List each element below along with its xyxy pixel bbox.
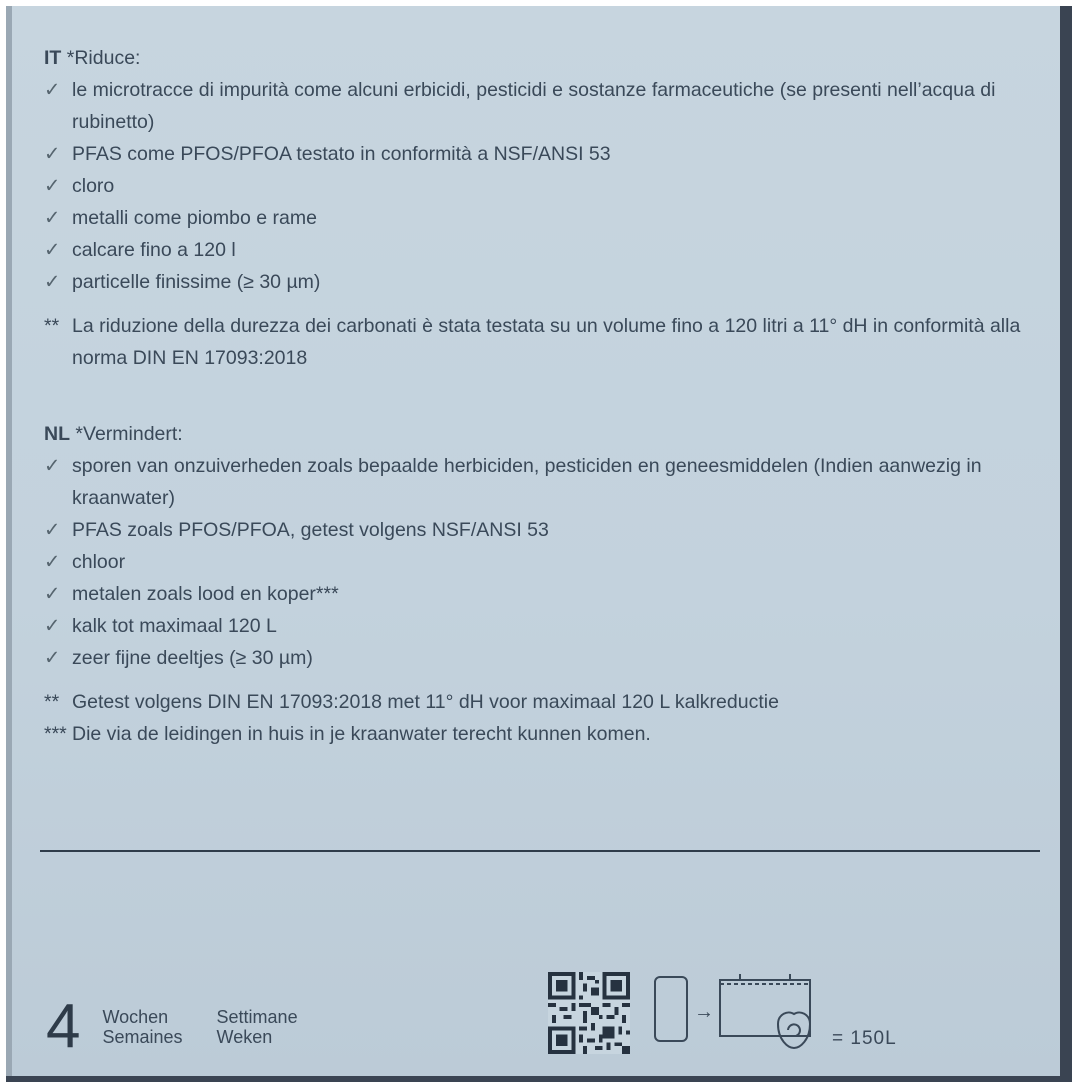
check-icon: ✓ [44, 175, 61, 197]
check-icon: ✓ [44, 143, 61, 165]
it-lang-code: IT [44, 47, 62, 69]
it-title: *Riduce: [66, 47, 141, 69]
check-icon: ✓ [44, 455, 61, 477]
check-icon: ✓ [44, 239, 61, 261]
check-icon: ✓ [44, 551, 61, 573]
check-icon: ✓ [44, 271, 61, 293]
it-item-3: ✓ metalli come piombo e rame [44, 202, 1044, 234]
duration-number: 4 [46, 992, 81, 1061]
nl-item-2: ✓ chloor [44, 546, 1044, 578]
check-icon: ✓ [44, 647, 61, 669]
it-footnote: ** La riduzione della durezza dei carbonati è stata testata su un volume fino a 120 litri a 11° dH in conformità alla norma DIN EN 17093:2018 [44, 315, 1021, 369]
check-icon: ✓ [44, 519, 61, 541]
nl-item-5: ✓ zeer fijne deeltjes (≥ 30 µm) [44, 642, 1044, 674]
duration-block [46, 992, 298, 1061]
duration-labels-2: Settimane Weken [216, 1007, 298, 1047]
it-item-1: ✓ PFAS come PFOS/PFOA testato in conformità a NSF/ANSI 53 [44, 138, 1044, 170]
it-heading [44, 42, 1044, 74]
arrow-right-icon: → [694, 1001, 714, 1023]
nl-item-1: ✓ PFAS zoals PFOS/PFOA, getest volgens NSF/ANSI 53 [44, 514, 1044, 546]
it-item-0: ✓ le microtracce di impurità come alcuni erbicidi, pesticidi e sostanze farmaceutiche (se presenti nell’acqua di rubinetto) [44, 74, 1044, 138]
nl-footnote-2: *** Die via de leidingen in huis in je kraanwater terecht kunnen komen. [44, 723, 651, 745]
divider-line [40, 850, 1040, 852]
text-block [44, 42, 1044, 750]
nl-heading [44, 418, 1044, 450]
qr-code-icon [548, 972, 630, 1054]
it-item-4: ✓ calcare fino a 120 l [44, 234, 1044, 266]
check-icon: ✓ [44, 583, 61, 605]
nl-lang-code: NL [44, 423, 70, 445]
check-icon: ✓ [44, 615, 61, 637]
package-panel [6, 6, 1072, 1082]
nl-item-3: ✓ metalen zoals lood en koper*** [44, 578, 1044, 610]
it-item-5: ✓ particelle finissime (≥ 30 µm) [44, 266, 1044, 298]
duration-labels-1: Wochen Semaines [102, 1007, 183, 1047]
nl-item-4: ✓ kalk tot maximaal 120 L [44, 610, 1044, 642]
nl-item-0: ✓ sporen van onzuiverheden zoals bepaalde herbiciden, pesticiden en geneesmiddelen (Indien aanwezig in kraanwater) [44, 450, 1044, 514]
it-item-2: ✓ cloro [44, 170, 1044, 202]
nl-title: *Vermindert: [75, 423, 183, 445]
nl-footnote-1: ** Getest volgens DIN EN 17093:2018 met 11° dH voor maximaal 120 L kalkreductie [44, 691, 779, 713]
capacity-label: = 150L [832, 1028, 897, 1049]
check-icon: ✓ [44, 79, 61, 101]
phone-icon [654, 976, 688, 1042]
check-icon: ✓ [44, 207, 61, 229]
filter-pitcher-icon [718, 974, 818, 1050]
